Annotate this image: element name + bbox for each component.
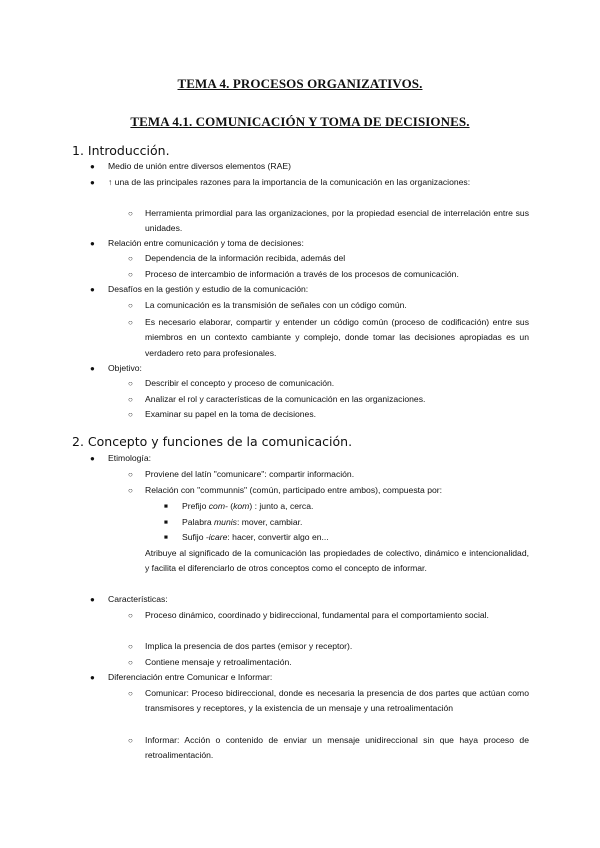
bullet-marker: ○ <box>128 379 133 388</box>
list-item: Describir el concepto y proceso de comunicación. <box>145 378 335 388</box>
bullet-marker: ○ <box>128 470 133 479</box>
bullet-marker: ○ <box>128 209 133 218</box>
doc-subtitle: TEMA 4.1. COMUNICACIÓN Y TOMA DE DECISIONES. <box>130 114 470 129</box>
list-item: La comunicación es la transmisión de señales con un código común. <box>145 300 407 310</box>
paragraph: Atribuye al significado de la comunicación las propiedades de colectivo, dinámico e intencionalidad, y facilita el diferenciarlo de otros conceptos como el concepto de informar. <box>145 548 529 574</box>
list-item: Examinar su papel en la toma de decisiones. <box>145 409 317 419</box>
list-item: Proceso dinámico, coordinado y bidireccional, fundamental para el comportamiento social. <box>145 610 489 620</box>
list-item: Proviene del latín "comunicare": compartir información. <box>145 469 355 479</box>
bullet-marker: ○ <box>128 254 133 263</box>
bullet-marker: ● <box>90 239 95 248</box>
bullet-marker: ○ <box>128 689 133 698</box>
bullet-marker: ● <box>90 178 95 187</box>
section-heading-2: 2. Concepto y funciones de la comunicación. <box>72 434 353 449</box>
bullet-marker: ○ <box>128 611 133 620</box>
list-item: Comunicar: Proceso bidireccional, donde es necesaria la presencia de dos partes que actúan como transmisores y receptores, y la existencia de un mensaje y una retroalimentación <box>145 688 529 714</box>
list-item: Informar: Acción o contenido de enviar un mensaje unidireccional sin que haya proceso de retroalimentación. <box>145 735 529 761</box>
list-item: Relación con "communnis" (común, participado entre ambos), compuesta por: <box>145 485 442 495</box>
list-item-palabra: Palabra munis: mover, cambiar. <box>182 517 303 527</box>
bullet-marker: ■ <box>164 534 168 541</box>
bullet-marker: ● <box>90 364 95 373</box>
list-item: Dependencia de la información recibida, además del <box>145 253 346 263</box>
bullet-marker: ● <box>90 162 95 171</box>
list-item: Proceso de intercambio de información a través de los procesos de comunicación. <box>145 269 459 279</box>
list-item-sufijo: Sufijo -icare: hacer, convertir algo en... <box>182 532 329 542</box>
list-item: ↑ una de las principales razones para la importancia de la comunicación en las organizaciones: <box>108 177 471 187</box>
list-item: Relación entre comunicación y toma de decisiones: <box>108 238 304 248</box>
list-item: Implica la presencia de dos partes (emisor y receptor). <box>145 641 353 651</box>
list-item: Etimología: <box>108 453 151 463</box>
bullet-marker: ○ <box>128 270 133 279</box>
list-item: Desafíos en la gestión y estudio de la comunicación: <box>108 284 309 294</box>
list-item: Es necesario elaborar, compartir y entender un código común (proceso de codificación) entre sus miembros en un contexto cambiante y complejo, donde tomar las decisiones apropiadas es un verdadero reto para profesionales. <box>145 317 529 358</box>
bullet-marker: ○ <box>128 410 133 419</box>
bullet-marker: ○ <box>128 642 133 651</box>
list-item: Medio de unión entre diversos elementos (RAE) <box>108 161 291 171</box>
list-item: Analizar el rol y características de la comunicación en las organizaciones. <box>145 394 426 404</box>
bullet-marker: ○ <box>128 301 133 310</box>
bullet-marker: ● <box>90 454 95 463</box>
bullet-marker: ○ <box>128 318 133 327</box>
list-item-prefijo: Prefijo com- (kom) : junto a, cerca. <box>182 501 314 511</box>
bullet-marker: ● <box>90 595 95 604</box>
list-item: Objetivo: <box>108 363 142 373</box>
bullet-marker: ● <box>90 285 95 294</box>
list-item: Herramienta primordial para las organizaciones, por la propiedad esencial de interrelación entre sus unidades. <box>145 208 529 234</box>
bullet-marker: ■ <box>164 519 168 526</box>
doc-title: TEMA 4. PROCESOS ORGANIZATIVOS. <box>177 76 423 91</box>
bullet-marker: ○ <box>128 395 133 404</box>
list-item: Diferenciación entre Comunicar e Informar: <box>108 672 273 682</box>
section-heading-1: 1. Introducción. <box>72 143 170 158</box>
bullet-marker: ■ <box>164 503 168 510</box>
list-item: Contiene mensaje y retroalimentación. <box>145 657 292 667</box>
bullet-marker: ○ <box>128 486 133 495</box>
list-item: Características: <box>108 594 168 604</box>
bullet-marker: ● <box>90 673 95 682</box>
bullet-marker: ○ <box>128 658 133 667</box>
bullet-marker: ○ <box>128 736 133 745</box>
